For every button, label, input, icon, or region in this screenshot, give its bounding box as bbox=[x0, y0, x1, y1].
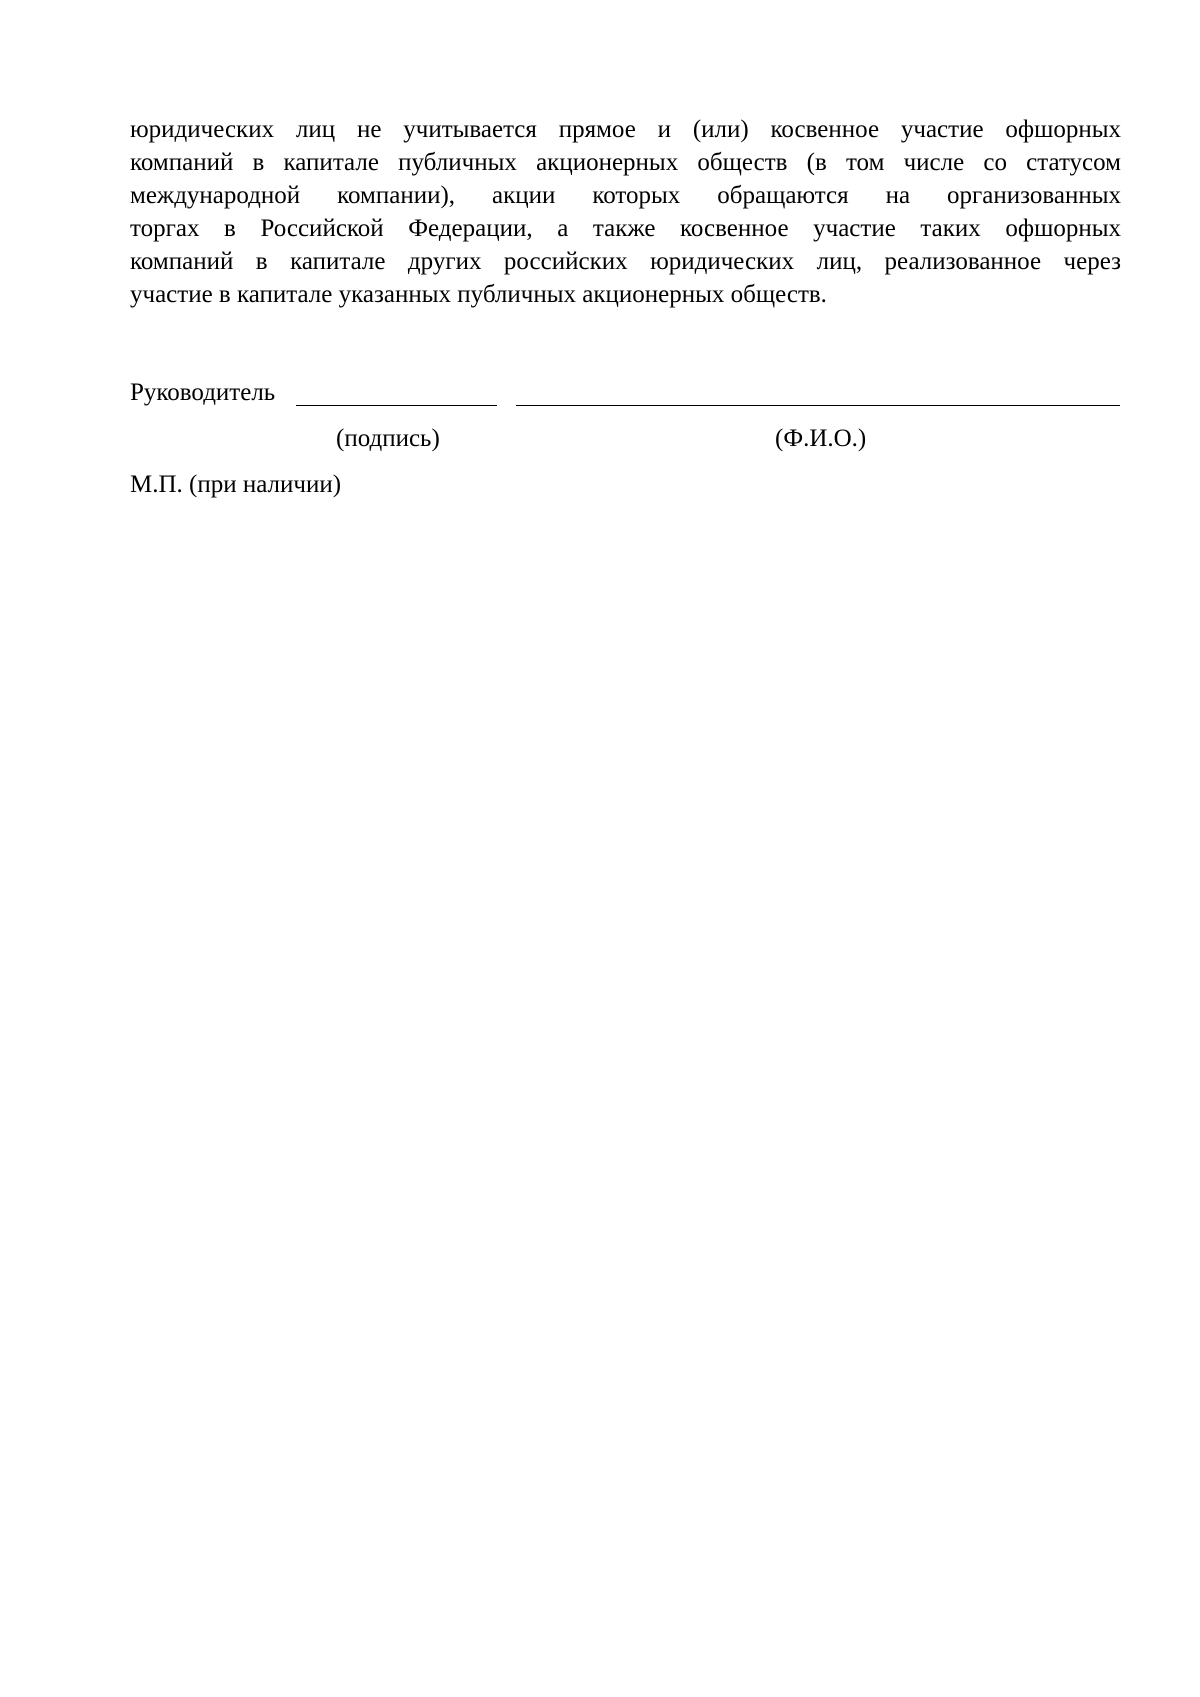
paragraph-line-5: компаний в капитале других российских юридических лиц, реализованное через bbox=[130, 248, 1121, 275]
paragraph-line-6: участие в капитале указанных публичных акционерных обществ. bbox=[130, 281, 827, 308]
paragraph-line-2: компаний в капитале публичных акционерных обществ (в том числе со статусом bbox=[130, 149, 1121, 176]
full-name-caption: (Ф.И.О.) bbox=[775, 425, 867, 452]
paragraph-line-4: торгах в Российской Федерации, а также косвенное участие таких офшорных bbox=[130, 215, 1121, 242]
stamp-note: М.П. (при наличии) bbox=[130, 471, 342, 498]
paragraph-line-1: юридических лиц не учитывается прямое и (или) косвенное участие офшорных bbox=[130, 116, 1121, 143]
paragraph-line-3: международной компании), акции которых обращаются на организованных bbox=[130, 182, 1121, 209]
signature-caption: (подпись) bbox=[336, 425, 440, 452]
signature-row bbox=[130, 376, 1120, 410]
body-paragraph bbox=[130, 113, 1121, 311]
head-label: Руководитель bbox=[130, 379, 276, 406]
full-name-line[interactable] bbox=[516, 405, 1120, 406]
signature-line[interactable] bbox=[296, 405, 497, 406]
